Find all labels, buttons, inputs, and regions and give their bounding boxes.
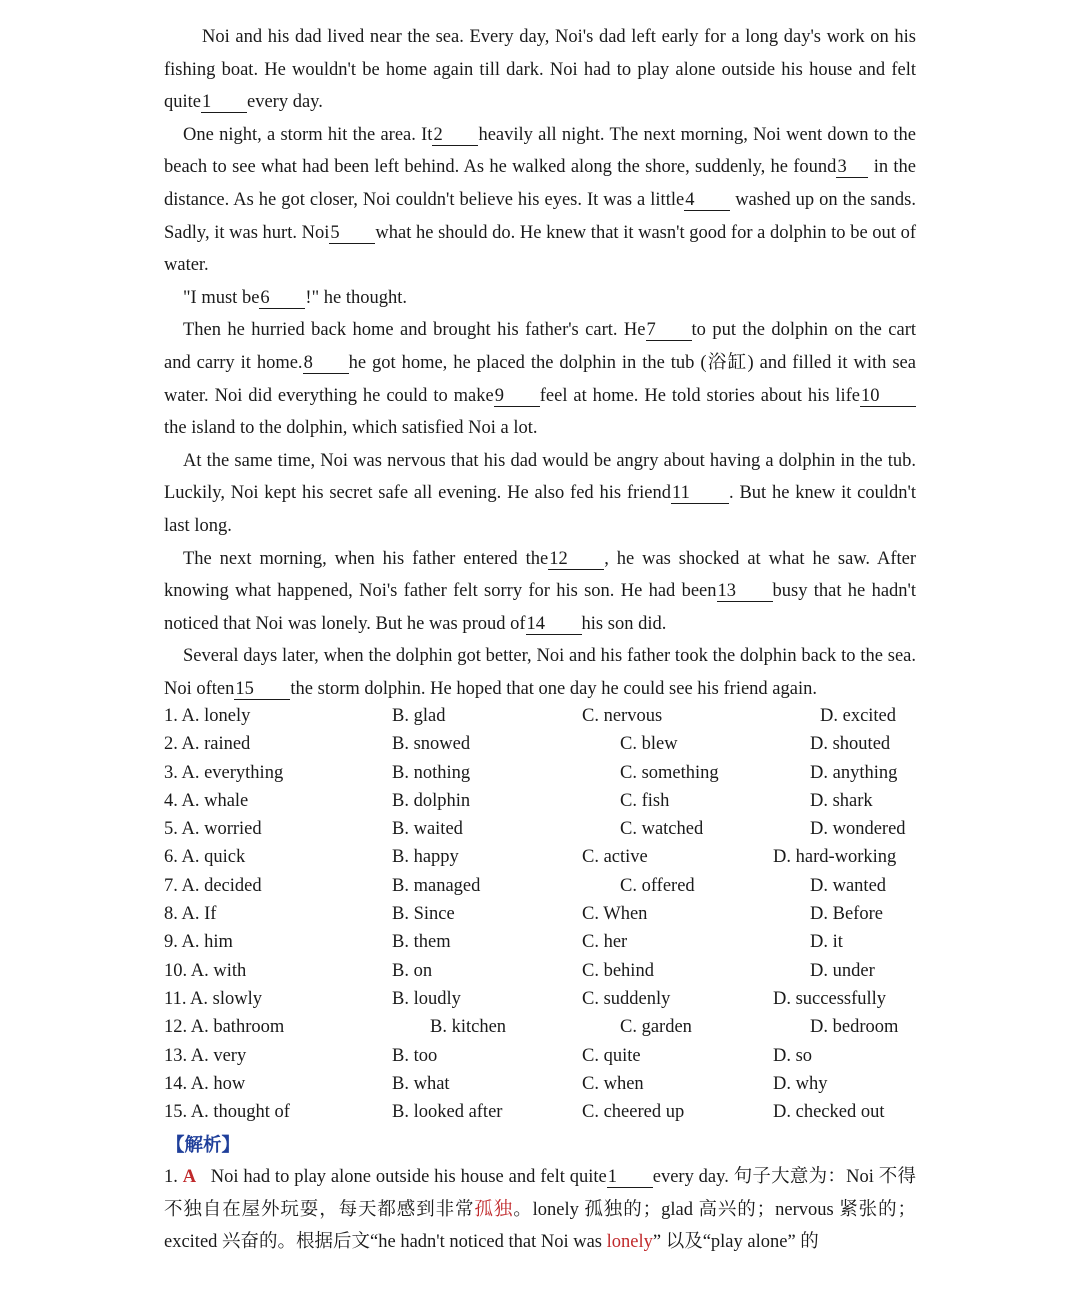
passage-text: Several days later, when the dolphin got better, Noi and his father took the dolphin back to the sea. Noi often (164, 646, 916, 699)
passage-paragraph-5 (164, 445, 916, 543)
passage-paragraph-3 (164, 282, 916, 315)
option-b: B. loudly (392, 988, 461, 1009)
option-row (164, 730, 924, 758)
analysis-item-1 (164, 1161, 916, 1259)
option-d: D. shouted (810, 734, 891, 755)
option-a: 10. A. with (164, 960, 247, 981)
option-c: C. suddenly (582, 988, 671, 1009)
option-row (164, 787, 924, 815)
option-c: C. watched (620, 819, 704, 840)
analysis-answer: A (182, 1167, 197, 1187)
option-d: D. Before (810, 904, 883, 925)
blank-14: 14 (526, 614, 582, 635)
option-c: C. garden (620, 1017, 692, 1038)
option-d: D. anything (810, 762, 898, 783)
option-d: D. under (810, 960, 875, 981)
passage-text: washed up on the sands. Sadly, it was hurt. Noi (164, 189, 916, 243)
option-a: 14. A. how (164, 1073, 246, 1094)
analysis-highlight: 孤独 (474, 1199, 514, 1220)
analysis-text: Noi had to play alone outside his house and felt quite (210, 1167, 607, 1187)
option-c: C. When (582, 904, 648, 925)
option-row (164, 1013, 924, 1041)
passage-text: heavily all night. The next morning, Noi went down to the beach to see what had been left behind. As he walked along the shore, suddenly, he found (164, 124, 916, 178)
option-b: B. Since (392, 904, 455, 925)
passage-text: The next morning, when his father entered the (183, 548, 549, 569)
blank-5: 5 (329, 223, 375, 244)
blank-8: 8 (303, 353, 349, 374)
option-b: B. on (392, 960, 433, 981)
option-a: 9. A. him (164, 932, 233, 953)
passage-text: At the same time, Noi was nervous that his dad would be angry about having a dolphin in the tub. Luckily, Noi kept his secret safe all evening. He also fed his friend (164, 450, 916, 504)
option-a: 2. A. rained (164, 734, 251, 755)
passage-paragraph-7 (164, 640, 916, 705)
option-c: C. active (582, 847, 648, 868)
passage-text: , he was shocked at what he saw. After knowing what happened, Noi's father felt sorry for his son. He had been (164, 548, 916, 602)
option-d: D. so (773, 1045, 813, 1066)
option-a: 5. A. worried (164, 819, 262, 840)
blank-15: 15 (234, 679, 290, 700)
option-d: D. wanted (810, 875, 887, 896)
option-c: C. behind (582, 960, 654, 981)
option-b: B. glad (392, 706, 446, 726)
analysis-text: every day. 句子大意为：Noi 不得不独自在屋外玩耍，每天都感到非常 (164, 1167, 917, 1220)
option-b: B. snowed (392, 734, 471, 755)
option-b: B. what (392, 1073, 450, 1094)
blank-7: 7 (646, 320, 692, 341)
passage-paragraph-1 (164, 21, 916, 119)
blank-12: 12 (548, 549, 604, 570)
option-b: B. nothing (392, 762, 471, 783)
blank-1: 1 (201, 92, 247, 113)
option-d: D. checked out (773, 1102, 885, 1123)
option-row (164, 1070, 924, 1098)
passage-paragraph-4 (164, 314, 916, 444)
option-row (164, 1098, 924, 1126)
analysis-blank: 1 (607, 1167, 653, 1188)
option-d: D. successfully (773, 988, 887, 1009)
option-row (164, 702, 924, 730)
passage-text: he got home, he placed the dolphin in the tub (浴缸) and filled it with sea water. Noi did everything he could to make (164, 352, 916, 406)
blank-3: 3 (836, 157, 868, 178)
passage-text: feel at home. He told stories about his life (539, 385, 860, 406)
passage-text: the storm dolphin. He hoped that one day he could see his friend again. (290, 678, 817, 699)
blank-10: 10 (860, 386, 916, 407)
passage-text: his son did. (581, 613, 667, 634)
passage-text: "I must be (183, 287, 260, 308)
blank-2: 2 (432, 125, 478, 146)
option-c: C. when (582, 1073, 644, 1094)
option-row (164, 928, 924, 956)
passage-text: to put the dolphin on the cart and carry it home. (164, 320, 916, 373)
option-a: 7. A. decided (164, 875, 262, 896)
option-a: 13. A. very (164, 1045, 247, 1066)
option-a: 4. A. whale (164, 790, 249, 811)
option-row (164, 815, 924, 843)
option-row (164, 957, 924, 985)
passage-text: !" he thought. (305, 287, 407, 308)
passage-text: One night, a storm hit the area. It (183, 124, 433, 145)
blank-9: 9 (494, 386, 540, 407)
passage-paragraph-6 (164, 543, 916, 641)
option-c: C. her (582, 932, 628, 953)
option-row (164, 843, 924, 871)
option-a: 15. A. thought of (164, 1102, 290, 1123)
passage-text: . But he knew it couldn't last long. (164, 483, 916, 536)
option-b: B. looked after (392, 1102, 503, 1123)
option-d: D. bedroom (810, 1017, 899, 1038)
passage-text: Noi and his dad lived near the sea. Every day, Noi's dad left early for a long day's work on his fishing boat. He wouldn't be home again till dark. Noi had to play alone outside his house and felt quite (164, 27, 916, 113)
analysis-section (164, 1131, 916, 1259)
option-b: B. kitchen (430, 1017, 507, 1038)
passage-text: what he should do. He knew that it wasn't good for a dolphin to be out of water. (164, 222, 916, 276)
option-d: D. why (773, 1073, 828, 1094)
option-b: B. dolphin (392, 790, 471, 811)
option-row (164, 759, 924, 787)
option-row (164, 985, 924, 1013)
option-d: D. hard-working (773, 847, 897, 868)
option-a: 8. A. If (164, 904, 217, 925)
analysis-text: ” 以及“play alone” 的 (652, 1232, 819, 1253)
blank-6: 6 (259, 288, 305, 309)
option-a: 11. A. slowly (164, 988, 262, 1009)
option-row (164, 1042, 924, 1070)
option-a: 1. A. lonely (164, 706, 251, 726)
option-d: D. it (810, 932, 843, 953)
option-row (164, 900, 924, 928)
blank-11: 11 (671, 483, 729, 504)
option-b: B. them (392, 932, 451, 953)
passage-text: every day. (247, 92, 323, 113)
option-a: 6. A. quick (164, 847, 246, 868)
option-c: C. quite (582, 1045, 641, 1066)
analysis-highlight: lonely (606, 1232, 653, 1253)
option-c: C. fish (620, 790, 670, 811)
passage-text: Then he hurried back home and brought his father's cart. He (183, 320, 646, 341)
option-b: B. too (392, 1045, 438, 1066)
option-d: D. shark (810, 790, 873, 811)
option-b: B. waited (392, 819, 463, 840)
option-a: 3. A. everything (164, 762, 284, 783)
option-b: B. happy (392, 847, 459, 868)
option-c: C. blew (620, 734, 678, 755)
option-c: C. cheered up (582, 1102, 685, 1123)
analysis-text: 。lonely 孤独的；glad 高兴的；nervous 紧张的；excited 兴奋的。根据后文“he hadn't noticed that Noi was (164, 1199, 916, 1253)
passage-text: in the distance. As he got closer, Noi couldn't believe his eyes. It was a little (164, 157, 916, 210)
answer-options (164, 702, 924, 1126)
option-row (164, 872, 924, 900)
option-d: D. wondered (810, 819, 906, 840)
option-c: C. nervous (582, 706, 663, 726)
passage-text: busy that he hadn't noticed that Noi was lonely. But he was proud of (164, 581, 916, 634)
option-c: C. offered (620, 875, 695, 896)
blank-4: 4 (684, 190, 730, 211)
passage-text: the island to the dolphin, which satisfied Noi a lot. (164, 418, 538, 439)
passage-paragraph-2 (164, 119, 916, 282)
option-d: D. excited (820, 706, 897, 726)
cloze-passage (164, 21, 916, 705)
option-c: C. something (620, 762, 719, 783)
analysis-number: 1. (164, 1167, 183, 1187)
analysis-title: 【解析】 (166, 1136, 241, 1156)
option-a: 12. A. bathroom (164, 1017, 285, 1038)
blank-13: 13 (717, 581, 773, 602)
option-b: B. managed (392, 875, 481, 896)
